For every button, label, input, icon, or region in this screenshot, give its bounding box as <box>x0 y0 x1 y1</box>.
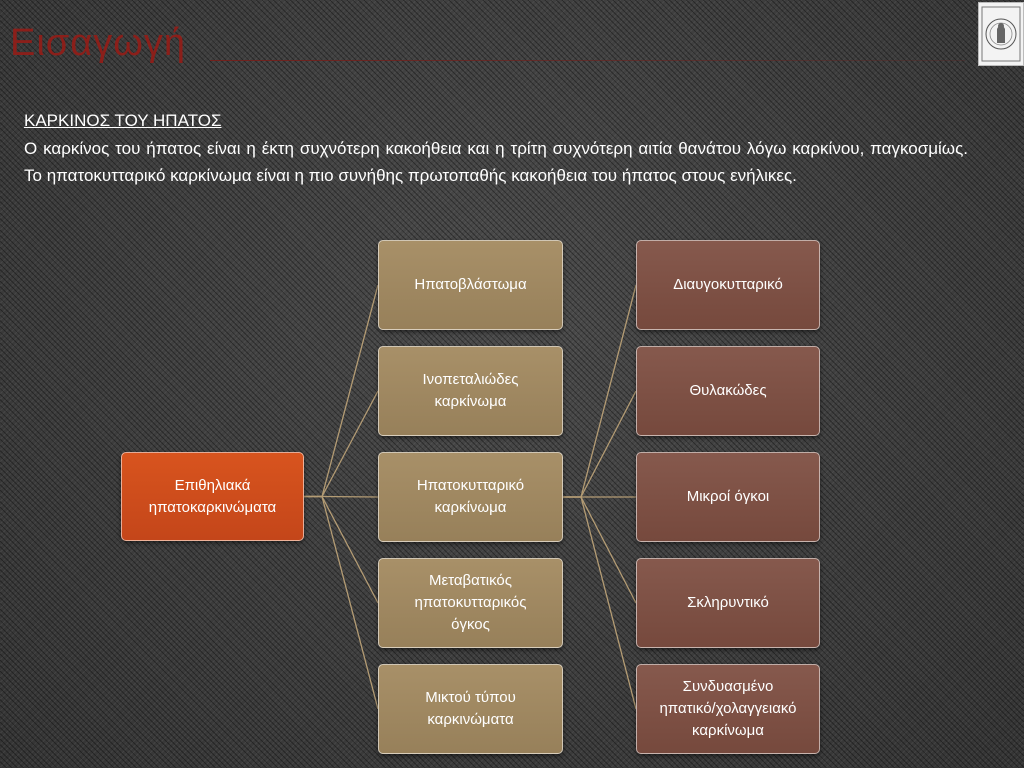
connector-root-to-category <box>322 285 378 497</box>
category-node-label: Ηπατοκυτταρικό καρκίνωμα <box>416 477 525 516</box>
category-node-hepatocellular <box>378 452 563 542</box>
root-node <box>121 452 304 541</box>
category-node-label: Ηπατοβλάστωμα <box>414 276 527 293</box>
category-node-hepatoblastoma <box>378 240 563 330</box>
connector-root-to-category <box>322 391 378 497</box>
subtype-node-label: Σκληρυντικό <box>687 594 769 611</box>
intro-paragraph: Ο καρκίνος του ήπατος είναι η έκτη συχνότερη κακοήθεια και η τρίτη συχνότερη αιτία θανάτου λόγω καρκίνου, παγκοσμίως. Το ηπατοκυτταρικό καρκίνωμα είναι η πιο συνήθης πρωτοπαθής κακοήθεια του ήπατος στους ενήλικες. <box>24 139 968 185</box>
category-node-label: Μικτού τύπου καρκινώματα <box>425 689 516 728</box>
subtype-node-label: Συνδυασμένο ηπατικό/χολαγγειακό καρκίνωμα <box>659 678 797 739</box>
connector-category-to-subtype <box>581 497 636 603</box>
connector-category-to-subtype <box>581 497 636 709</box>
subtype-node-label: Διαυγοκυτταρικό <box>673 276 783 293</box>
subtype-node-follicular <box>636 346 820 436</box>
connector-root-to-category <box>322 497 378 604</box>
category-node-label: Μεταβατικός ηπατοκυτταρικός όγκος <box>414 572 527 633</box>
category-node-fibrolamellar <box>378 346 563 436</box>
subtype-node-small-tumors <box>636 452 820 542</box>
subtype-node-label: Μικροί όγκοι <box>686 488 770 505</box>
root-node-label: Επιθηλιακά ηπατοκαρκινώματα <box>148 476 277 516</box>
section-heading: ΚΑΡΚΙΝΟΣ ΤΟΥ ΗΠΑΤΟΣ <box>24 111 222 130</box>
connector-root-to-category <box>322 497 378 498</box>
category-node-mixed-type <box>378 664 563 754</box>
slide-title: Εισαγωγή <box>10 22 187 64</box>
connector-category-to-subtype <box>581 391 636 497</box>
subtype-node-sclerosing <box>636 558 820 648</box>
category-node-label: Ινοπεταλιώδες καρκίνωμα <box>422 371 519 410</box>
connector-root-to-category <box>322 497 378 710</box>
connector-category-to-subtype <box>581 285 636 497</box>
subtype-node-combined <box>636 664 820 754</box>
category-node-transitional <box>378 558 563 648</box>
subtype-node-clear-cell <box>636 240 820 330</box>
subtype-node-label: Θυλακώδες <box>689 382 767 399</box>
